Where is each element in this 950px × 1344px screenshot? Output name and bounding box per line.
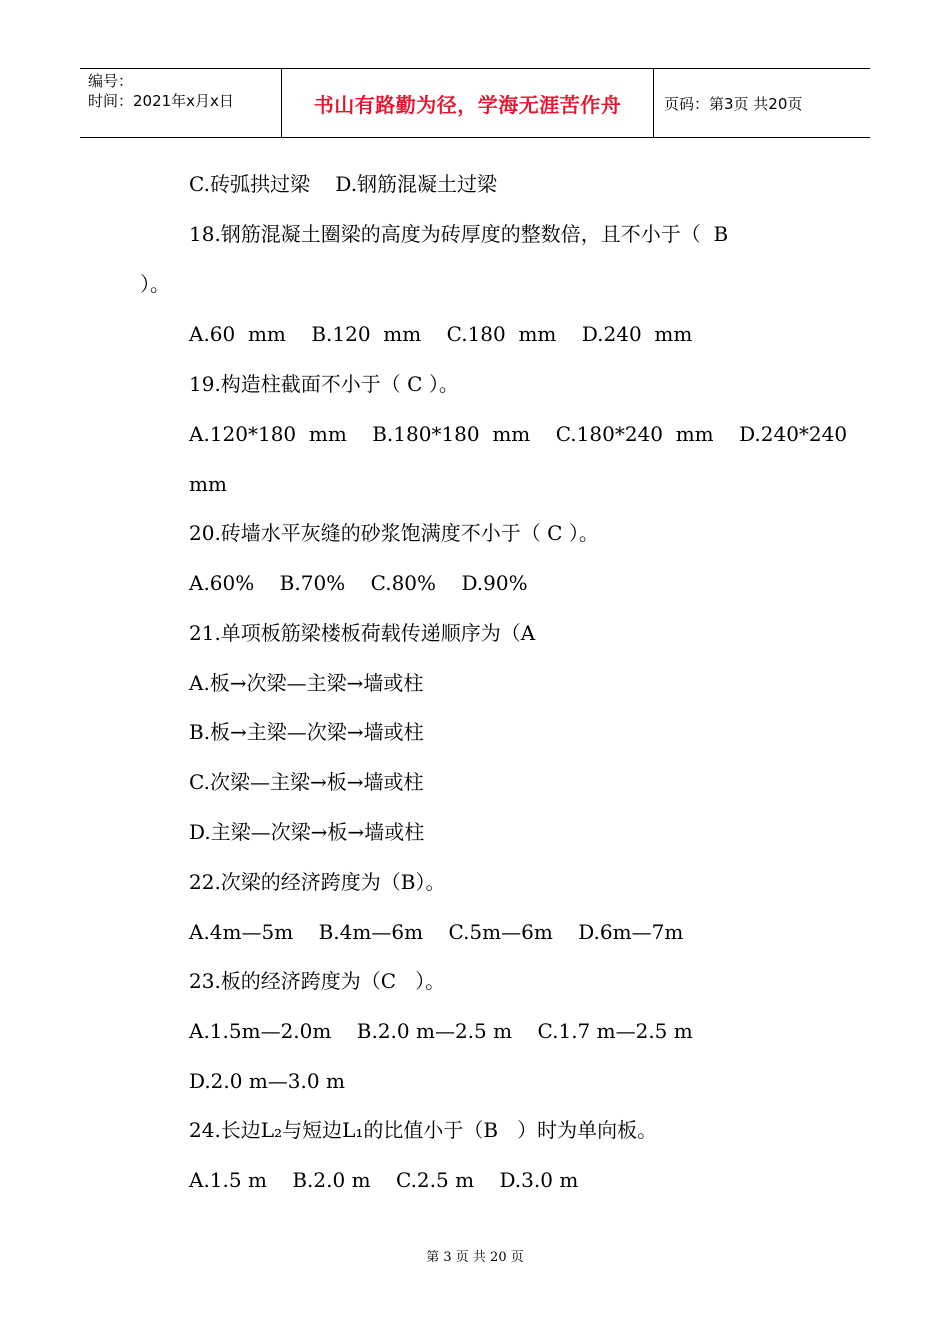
question-text: 21.单项板筋梁楼板荷载传递顺序为（A: [189, 621, 536, 645]
answer-options: A.120*180 mm B.180*180 mm C.180*240 mm D.240*240: [189, 422, 848, 446]
header-motto: 书山有路勤为径，学海无涯苦作舟: [282, 69, 654, 137]
header-page-info: 页码：第3页 共20页: [664, 94, 803, 113]
answer-options: A.1.5m—2.0m B.2.0 m—2.5 m C.1.7 m—2.5 m: [189, 1019, 693, 1043]
page-footer: 第 3 页 共 20 页: [426, 1250, 524, 1265]
question-text: 18.钢筋混凝土圈梁的高度为砖厚度的整数倍，且不小于（ B: [189, 222, 729, 246]
date-label: 时间：2021年x月x日: [88, 92, 234, 110]
answer-options: A.4m—5m B.4m—6m C.5m—6m D.6m—7m: [189, 920, 684, 944]
answer-option: A.板→次梁—主梁→墙或柱: [189, 671, 424, 695]
answer-option: D.主梁—次梁→板→墙或柱: [189, 820, 425, 844]
text-line: ）。: [140, 272, 170, 296]
answer-option: B.板→主梁—次梁→墙或柱: [189, 720, 424, 744]
answer-option: C.次梁—主梁→板→墙或柱: [189, 770, 424, 794]
question-text: 19.构造柱截面不小于（ C ）。: [189, 372, 459, 396]
question-text: 24.长边L₂与短边L₁的比值小于（B ）时为单向板。: [189, 1118, 658, 1142]
header-meta: [80, 69, 282, 137]
question-text: 22.次梁的经济跨度为（B）。: [189, 870, 446, 894]
answer-options: A.60 mm B.120 mm C.180 mm D.240 mm: [189, 322, 693, 346]
text-line: D.2.0 m—3.0 m: [189, 1069, 345, 1093]
text-line: mm: [189, 472, 227, 496]
question-text: 23.板的经济跨度为（C ）。: [189, 969, 446, 993]
text-line: C.砖弧拱过梁 D.钢筋混凝土过梁: [189, 172, 498, 196]
page-header: [80, 68, 870, 138]
answer-options: A.60% B.70% C.80% D.90%: [189, 571, 528, 595]
answer-options: A.1.5 m B.2.0 m C.2.5 m D.3.0 m: [189, 1168, 579, 1192]
number-label: 编号：: [88, 72, 134, 90]
question-text: 20.砖墙水平灰缝的砂浆饱满度不小于（ C ）。: [189, 521, 599, 545]
